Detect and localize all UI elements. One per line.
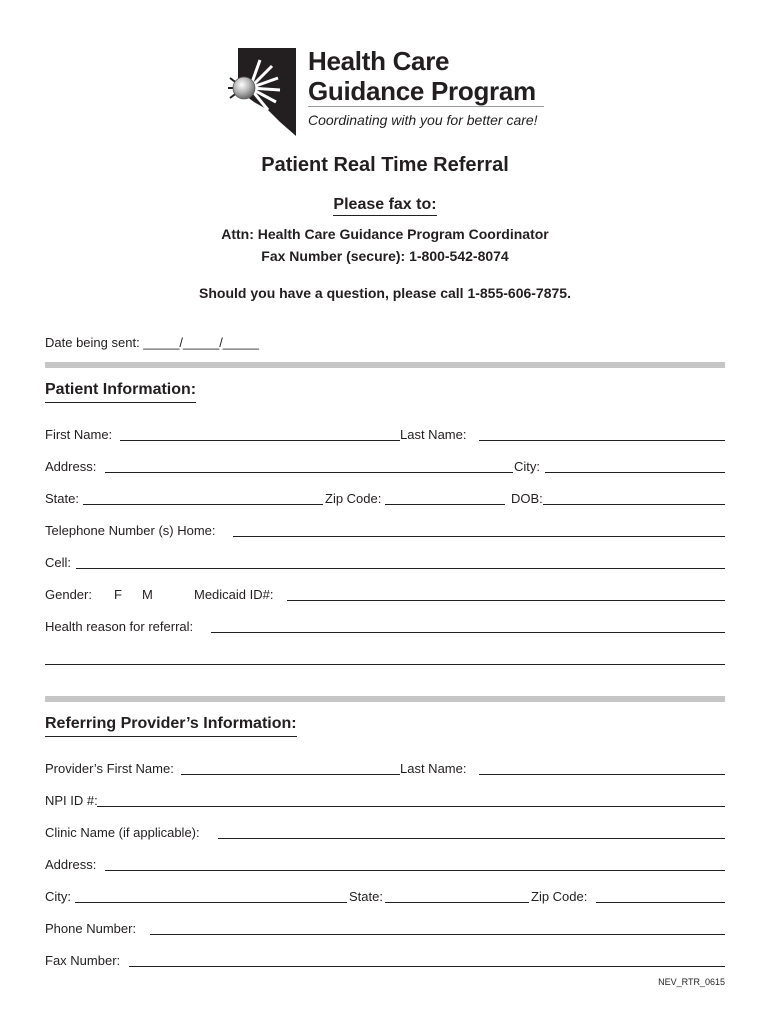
- nevada-sun-logo-icon: [224, 44, 300, 136]
- patient-telephone-input[interactable]: [233, 536, 725, 537]
- patient-health-reason-row: [45, 618, 725, 638]
- patient-health-reason-input-line2[interactable]: [45, 664, 725, 665]
- patient-gender-row: [45, 586, 725, 606]
- patient-first-name-label: First Name:: [45, 427, 113, 442]
- provider-city-input[interactable]: [75, 902, 347, 903]
- provider-fax-input[interactable]: [129, 966, 725, 967]
- patient-address-input[interactable]: [105, 472, 513, 473]
- provider-fax-row: [45, 952, 725, 972]
- patient-address-row: [45, 458, 725, 478]
- patient-telephone-label: Telephone Number (s) Home:: [45, 523, 216, 538]
- provider-zip-input[interactable]: [596, 902, 725, 903]
- gender-option-f[interactable]: F: [114, 587, 122, 602]
- logo-title-line1: Health Care: [308, 46, 450, 76]
- provider-first-name-label: Provider’s First Name:: [45, 761, 174, 776]
- provider-last-name-label: Last Name:: [400, 761, 467, 776]
- provider-npi-row: [45, 792, 725, 812]
- patient-address-label: Address:: [45, 459, 97, 474]
- provider-clinic-input[interactable]: [218, 838, 725, 839]
- patient-state-label: State:: [45, 491, 79, 506]
- provider-name-row: [45, 760, 725, 780]
- provider-last-name-input[interactable]: [479, 774, 725, 775]
- patient-zip-input[interactable]: [385, 504, 505, 505]
- patient-last-name-label: Last Name:: [400, 427, 467, 442]
- patient-info-heading: [45, 381, 196, 403]
- provider-phone-row: [45, 920, 725, 940]
- patient-medicaid-input[interactable]: [287, 600, 725, 601]
- patient-telephone-row: [45, 522, 725, 542]
- provider-address-row: [45, 856, 725, 876]
- logo-title-line2: Guidance Program: [308, 76, 536, 106]
- patient-health-reason-label: Health reason for referral:: [45, 619, 194, 634]
- provider-zip-label: Zip Code:: [531, 889, 588, 904]
- patient-first-name-input[interactable]: [120, 440, 400, 441]
- section-divider-bar: [45, 696, 725, 702]
- gender-option-m[interactable]: M: [142, 587, 153, 602]
- patient-dob-label: DOB:: [511, 491, 543, 506]
- patient-health-reason-continued-row: [45, 650, 725, 670]
- provider-address-input[interactable]: [105, 870, 725, 871]
- provider-phone-input[interactable]: [150, 934, 725, 935]
- patient-zip-label: Zip Code:: [325, 491, 382, 506]
- form-code: NEV_RTR_0615: [658, 977, 725, 987]
- provider-state-input[interactable]: [385, 902, 529, 903]
- logo: [224, 44, 554, 136]
- fax-heading-text: Please fax to:: [333, 196, 436, 216]
- patient-state-input[interactable]: [83, 504, 323, 505]
- fax-number-line: Fax Number (secure): 1-800-542-8074: [261, 248, 509, 264]
- form-title: Patient Real Time Referral: [261, 154, 509, 176]
- patient-dob-input[interactable]: [543, 504, 725, 505]
- provider-city-label: City:: [45, 889, 71, 904]
- provider-clinic-row: [45, 824, 725, 844]
- patient-city-label: City:: [514, 459, 540, 474]
- patient-cell-input[interactable]: [76, 568, 725, 569]
- section-divider-bar: [45, 362, 725, 368]
- fax-heading: [0, 196, 770, 216]
- attn-line: Attn: Health Care Guidance Program Coordinator: [221, 226, 549, 242]
- logo-tagline: Coordinating with you for better care!: [308, 112, 538, 128]
- provider-info-heading-text: Referring Provider’s Information:: [45, 715, 297, 737]
- patient-medicaid-label: Medicaid ID#:: [194, 587, 274, 602]
- question-line: Should you have a question, please call 1-855-606-7875.: [199, 285, 571, 301]
- provider-npi-input[interactable]: [97, 806, 725, 807]
- patient-cell-label: Cell:: [45, 555, 72, 570]
- provider-city-row: [45, 888, 725, 908]
- provider-phone-label: Phone Number:: [45, 921, 137, 936]
- patient-health-reason-input[interactable]: [211, 632, 725, 633]
- provider-first-name-input[interactable]: [181, 774, 400, 775]
- provider-state-label: State:: [349, 889, 383, 904]
- patient-city-input[interactable]: [545, 472, 725, 473]
- provider-fax-label: Fax Number:: [45, 953, 121, 968]
- provider-clinic-label: Clinic Name (if applicable):: [45, 825, 200, 840]
- patient-name-row: [45, 426, 725, 446]
- logo-title: [308, 46, 536, 106]
- patient-state-row: [45, 490, 725, 510]
- patient-cell-row: [45, 554, 725, 574]
- logo-divider: [308, 106, 544, 107]
- date-sent-field[interactable]: Date being sent: _____/_____/_____: [45, 335, 259, 350]
- patient-gender-label: Gender:: [45, 587, 92, 602]
- patient-info-heading-text: Patient Information:: [45, 381, 196, 403]
- provider-address-label: Address:: [45, 857, 97, 872]
- provider-npi-label: NPI ID #:: [45, 793, 98, 808]
- provider-info-heading: [45, 715, 297, 737]
- patient-last-name-input[interactable]: [479, 440, 725, 441]
